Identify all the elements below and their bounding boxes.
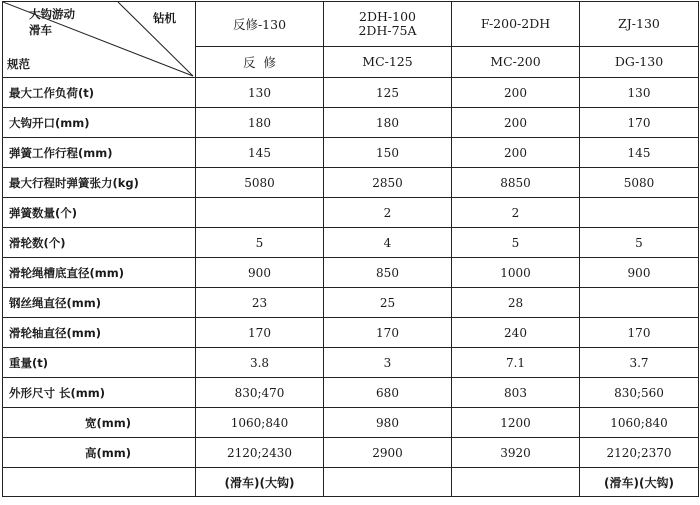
header-row-top — [3, 2, 699, 47]
row-value: 3.8 — [196, 348, 324, 378]
corner-label-rig: 钻机 — [153, 11, 176, 25]
row-value: 150 — [324, 138, 452, 168]
row-label: 滑轮轴直径(mm) — [3, 318, 196, 348]
row-label: 弹簧工作行程(mm) — [3, 138, 196, 168]
row-value: 170 — [324, 318, 452, 348]
table-row — [3, 138, 699, 168]
corner-cell — [3, 2, 196, 78]
row-label: 滑轮绳槽底直径(mm) — [3, 258, 196, 288]
table-row — [3, 258, 699, 288]
row-value — [324, 468, 452, 497]
row-value: 130 — [196, 78, 324, 108]
row-value: (滑车)(大钩) — [580, 468, 699, 497]
header-sub-4: DG-130 — [580, 46, 699, 77]
row-value — [580, 288, 699, 318]
row-label: 弹簧数量(个) — [3, 198, 196, 228]
table-row — [3, 318, 699, 348]
row-value: 980 — [324, 408, 452, 438]
table-row — [3, 198, 699, 228]
row-value: 180 — [324, 108, 452, 138]
header-model-4: ZJ-130 — [580, 2, 699, 47]
row-value: 5 — [452, 228, 580, 258]
spec-table — [2, 1, 699, 497]
header-model-2 — [324, 2, 452, 47]
row-value: 2120;2430 — [196, 438, 324, 468]
row-value: 4 — [324, 228, 452, 258]
row-value: 180 — [196, 108, 324, 138]
row-label: 重量(t) — [3, 348, 196, 378]
row-value: 240 — [452, 318, 580, 348]
row-value: 145 — [196, 138, 324, 168]
row-value: 3.7 — [580, 348, 699, 378]
table-row — [3, 228, 699, 258]
header-sub-3: MC-200 — [452, 46, 580, 77]
row-label: 高(mm) — [3, 438, 196, 468]
row-label — [3, 468, 196, 497]
row-label: 外形尺寸 长(mm) — [3, 378, 196, 408]
table-row — [3, 378, 699, 408]
row-value: 850 — [324, 258, 452, 288]
header-model-2-line2: 2DH-75A — [358, 22, 417, 38]
row-label: 钢丝绳直径(mm) — [3, 288, 196, 318]
row-value: 7.1 — [452, 348, 580, 378]
row-value: 5080 — [580, 168, 699, 198]
row-value: 170 — [196, 318, 324, 348]
row-value: 1000 — [452, 258, 580, 288]
table-row — [3, 348, 699, 378]
table-row — [3, 468, 699, 497]
row-value: 1060;840 — [580, 408, 699, 438]
table-row — [3, 408, 699, 438]
row-value — [196, 198, 324, 228]
row-label: 最大工作负荷(t) — [3, 78, 196, 108]
row-value: 200 — [452, 78, 580, 108]
row-label: 滑轮数(个) — [3, 228, 196, 258]
row-value: 2900 — [324, 438, 452, 468]
row-value: 5 — [580, 228, 699, 258]
row-value — [580, 198, 699, 228]
row-value: 28 — [452, 288, 580, 318]
corner-label-spec: 规范 — [7, 57, 30, 71]
row-value: 125 — [324, 78, 452, 108]
row-value: 130 — [580, 78, 699, 108]
row-value: 2850 — [324, 168, 452, 198]
row-value: 3920 — [452, 438, 580, 468]
row-value: 2 — [324, 198, 452, 228]
header-model-1: 反修-130 — [196, 2, 324, 47]
header-sub-1: 反 修 — [196, 46, 324, 77]
row-value: 170 — [580, 108, 699, 138]
row-label: 大钩开口(mm) — [3, 108, 196, 138]
row-value: (滑车)(大钩) — [196, 468, 324, 497]
row-label: 最大行程时弹簧张力(kg) — [3, 168, 196, 198]
row-value: 25 — [324, 288, 452, 318]
row-value: 2 — [452, 198, 580, 228]
row-value: 803 — [452, 378, 580, 408]
header-model-3: F-200-2DH — [452, 2, 580, 47]
row-value: 900 — [196, 258, 324, 288]
row-value: 145 — [580, 138, 699, 168]
header-model-2-line1: 2DH-100 — [359, 8, 416, 24]
row-value: 5080 — [196, 168, 324, 198]
row-value: 830;560 — [580, 378, 699, 408]
row-label: 宽(mm) — [3, 408, 196, 438]
table-row — [3, 78, 699, 108]
table-row — [3, 288, 699, 318]
row-value: 23 — [196, 288, 324, 318]
spec-rows — [3, 78, 699, 497]
table-row — [3, 438, 699, 468]
row-value: 5 — [196, 228, 324, 258]
row-value: 1200 — [452, 408, 580, 438]
row-value: 900 — [580, 258, 699, 288]
row-value: 200 — [452, 108, 580, 138]
table-row — [3, 168, 699, 198]
header-sub-2: MC-125 — [324, 46, 452, 77]
table-row — [3, 108, 699, 138]
row-value: 8850 — [452, 168, 580, 198]
corner-label-hook: 大钩游动 — [29, 7, 75, 21]
row-value — [452, 468, 580, 497]
row-value: 1060;840 — [196, 408, 324, 438]
row-value: 170 — [580, 318, 699, 348]
row-value: 3 — [324, 348, 452, 378]
row-value: 680 — [324, 378, 452, 408]
row-value: 2120;2370 — [580, 438, 699, 468]
row-value: 200 — [452, 138, 580, 168]
corner-label-block: 滑车 — [29, 23, 52, 37]
row-value: 830;470 — [196, 378, 324, 408]
